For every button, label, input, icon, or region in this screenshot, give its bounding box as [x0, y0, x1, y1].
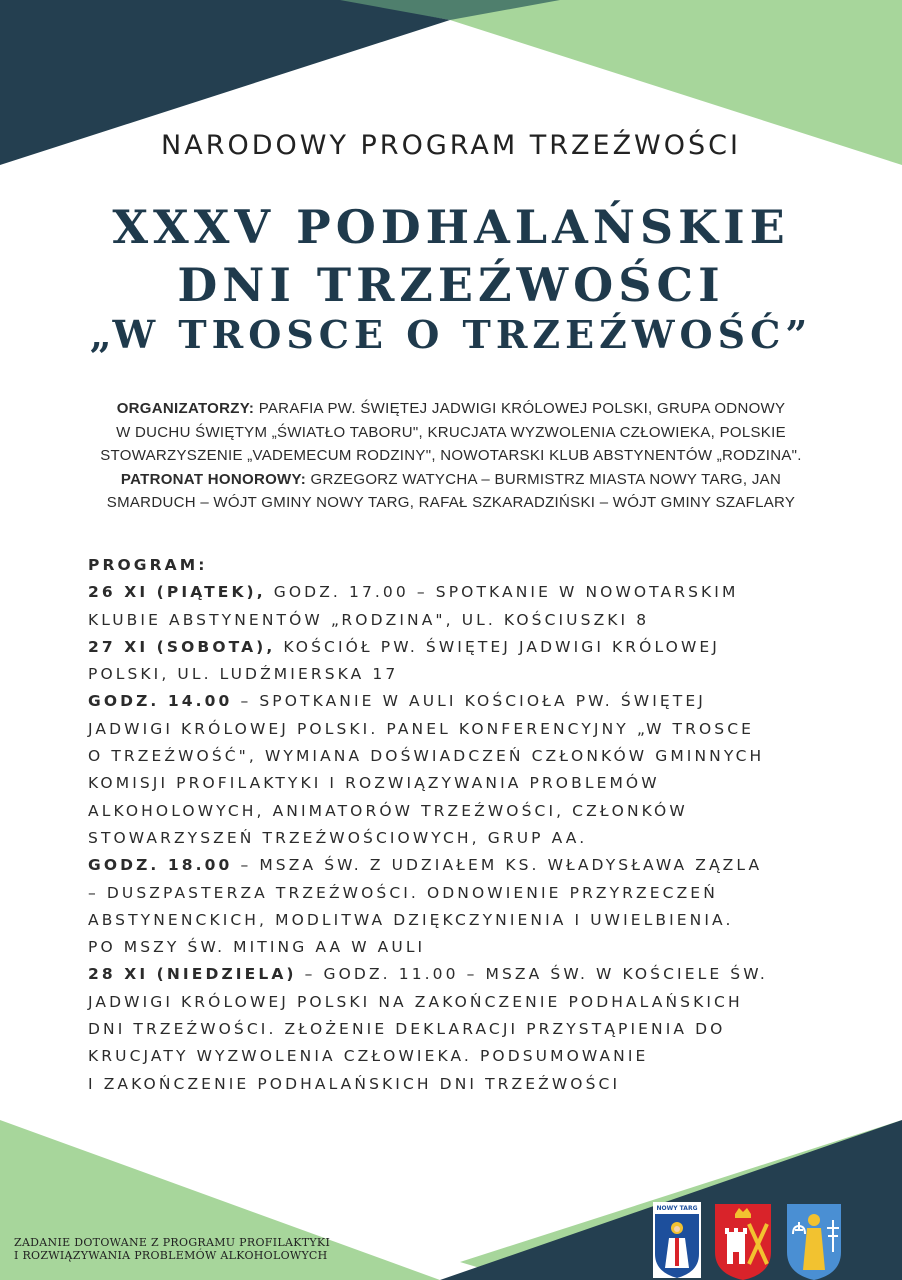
patronage-label: PATRONAT HONOROWY: [120, 470, 307, 488]
time1-line-4: KOMISJI PROFILAKTYKI I ROZWIĄZYWANIA PROBLEMÓW [88, 774, 660, 793]
time1-label: GODZ. 14.00 [88, 692, 233, 711]
day2-line-2: POLSKI, UL. LUDŹMIERSKA 17 [88, 665, 399, 684]
day2-label: 27 XI (SOBOTA), [88, 637, 276, 656]
nowy-targ-label: NOWY TARG [656, 1205, 698, 1212]
organizers-block [100, 397, 802, 515]
day1-line-1: GODZ. 17.00 – SPOTKANIE W NOWOTARSKIM [273, 583, 739, 602]
day3-label: 28 XI (NIEDZIELA) [88, 965, 297, 984]
program-block [88, 552, 818, 1098]
day1-label: 26 XI (PIĄTEK), [88, 583, 266, 602]
time1-line-2: JADWIGI KRÓLOWEJ POLSKI. PANEL KONFERENCYJNY „W TROSCE [88, 719, 755, 738]
program-heading: PROGRAM: [88, 556, 208, 574]
organizers-line-3: STOWARZYSZENIE „VADEMECUM RODZINY", NOWOTARSKI KLUB ABSTYNENTÓW „RODZINA". [100, 447, 802, 464]
time2-line-1: – MSZA ŚW. Z UDZIAŁEM KS. WŁADYSŁAWA ZĄZLA [240, 856, 763, 875]
time2-line-3: ABSTYNENCKICH, MODLITWA DZIĘKCZYNIENIA I UWIELBIENIA. [88, 910, 734, 929]
day1-line-2: KLUBIE ABSTYNENTÓW „RODZINA", UL. KOŚCIUSZKI 8 [88, 610, 650, 629]
organizers-line-2: W DUCHU ŚWIĘTYM „ŚWIATŁO TABORU", KRUCJATA WYZWOLENIA CZŁOWIEKA, POLSKIE [116, 423, 786, 441]
time1-line-3: O TRZEŹWOŚĆ", WYMIANA DOŚWIADCZEŃ CZŁONKÓW GMINNYCH [88, 747, 765, 766]
time2-label: GODZ. 18.00 [88, 856, 233, 875]
day3-line-3: DNI TRZEŹWOŚCI. ZŁOŻENIE DEKLARACJI PRZYSTĄPIENIA DO [88, 1020, 726, 1039]
nowy-targ-crest [653, 1202, 701, 1278]
program-header: NARODOWY PROGRAM TRZEŹWOŚCI [161, 130, 741, 161]
day3-line-2: JADWIGI KRÓLOWEJ POLSKI NA ZAKOŃCZENIE PODHALAŃSKICH [88, 992, 743, 1011]
time1-line-1: – SPOTKANIE W AULI KOŚCIOŁA PW. ŚWIĘTEJ [240, 692, 706, 711]
title-line-2: DNI TRZEŹWOŚCI [177, 258, 725, 312]
day3-line-4: KRUCJATY WYZWOLENIA CZŁOWIEKA. PODSUMOWANIE [88, 1047, 649, 1066]
patronage-line-2: SMARDUCH – WÓJT GMINY NOWY TARG, RAFAŁ SZKARADZIŃSKI – WÓJT GMINY SZAFLARY [106, 494, 796, 511]
patronage-line-1: GRZEGORZ WATYCHA – BURMISTRZ MIASTA NOWY TARG, JAN [310, 470, 782, 488]
funding-line-1: ZADANIE DOTOWANE Z PROGRAMU PROFILAKTYKI [14, 1236, 331, 1249]
time1-line-5: ALKOHOLOWYCH, ANIMATORÓW TRZEŹWOŚCI, CZŁONKÓW [88, 801, 688, 820]
organizers-label: ORGANIZATORZY: [116, 400, 255, 417]
day3-line-5: I ZAKOŃCZENIE PODHALAŃSKICH DNI TRZEŹWOŚCI [88, 1074, 621, 1093]
organizers-line-1: PARAFIA PW. ŚWIĘTEJ JADWIGI KRÓLOWEJ POLSKI, GRUPA ODNOWY [258, 400, 786, 417]
time1-line-6: STOWARZYSZEŃ TRZEŹWOŚCIOWYCH, GRUP AA. [88, 828, 588, 847]
funding-line-2: I ROZWIĄZYWANIA PROBLEMÓW ALKOHOLOWYCH [14, 1249, 328, 1262]
time2-line-4: PO MSZY ŚW. MITING AA W AULI [88, 938, 426, 957]
title-motto: „W TROSCE O TRZEŹWOŚĆ” [89, 312, 813, 357]
day3-line-1: – GODZ. 11.00 – MSZA ŚW. W KOŚCIELE ŚW. [304, 965, 768, 984]
time2-line-2: – DUSZPASTERZA TRZEŹWOŚCI. ODNOWIENIE PRZYRZECZEŃ [88, 883, 718, 902]
title-line-1: XXXV PODHALAŃSKIE [112, 200, 790, 254]
gmina-nowy-targ-crest [713, 1202, 773, 1280]
szaflary-crest [785, 1202, 843, 1280]
funding-note [14, 1236, 330, 1262]
day2-line-1: KOŚCIÓŁ PW. ŚWIĘTEJ JADWIGI KRÓLOWEJ [283, 637, 720, 656]
